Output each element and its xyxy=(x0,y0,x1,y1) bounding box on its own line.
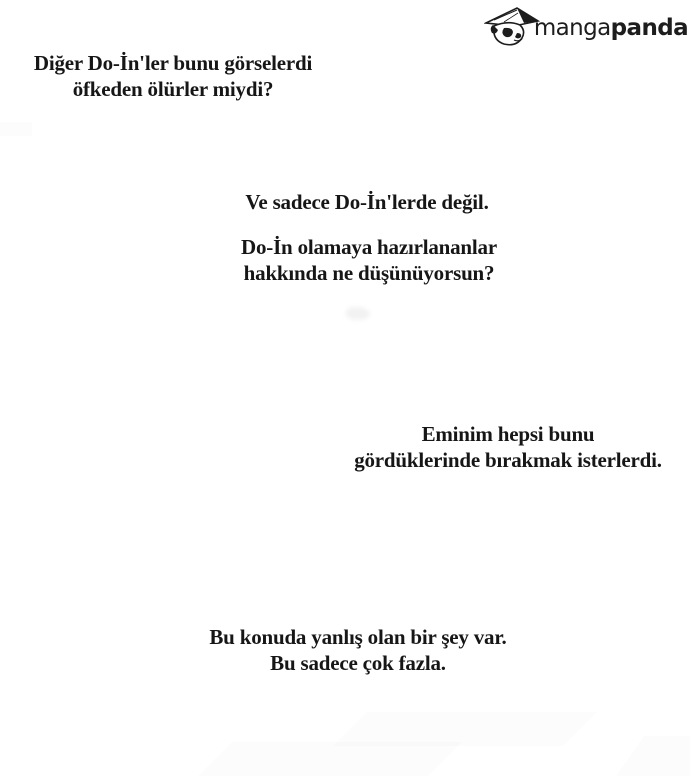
brand-panda: panda xyxy=(610,14,688,41)
faint-watermark-smudge xyxy=(346,307,370,320)
dialogue-block-5 xyxy=(178,624,538,676)
panda-paper-hat-icon xyxy=(484,6,540,46)
dialogue-block-1 xyxy=(0,50,353,102)
scan-artifact xyxy=(0,122,32,136)
dialogue-block-3 xyxy=(189,234,549,286)
scan-artifact xyxy=(198,742,462,776)
dialogue-line: hakkında ne düşünüyorsun? xyxy=(243,261,495,285)
dialogue-line: Bu konuda yanlış olan bir şey var. xyxy=(209,625,507,649)
dialogue-line: Ve sadece Do-İn'lerde değil. xyxy=(245,190,489,214)
dialogue-line: Eminim hepsi bunu xyxy=(421,422,595,446)
dialogue-line: gördüklerinde bırakmak isterlerdi. xyxy=(354,448,662,472)
scan-artifact xyxy=(333,712,597,746)
dialogue-line: Diğer Do-İn'ler bunu görselerdi xyxy=(33,51,313,75)
dialogue-block-4 xyxy=(328,421,688,473)
brand-manga: manga xyxy=(533,14,611,41)
dialogue-line: Do-İn olamaya hazırlananlar xyxy=(241,235,497,259)
mangapanda-logo[interactable] xyxy=(484,6,688,46)
brand-wordmark xyxy=(534,13,688,40)
dialogue-line: Bu sadece çok fazla. xyxy=(270,651,446,675)
scan-artifact xyxy=(616,736,690,776)
dialogue-line: öfkeden ölürler miydi? xyxy=(72,77,274,101)
dialogue-block-2 xyxy=(187,189,547,215)
